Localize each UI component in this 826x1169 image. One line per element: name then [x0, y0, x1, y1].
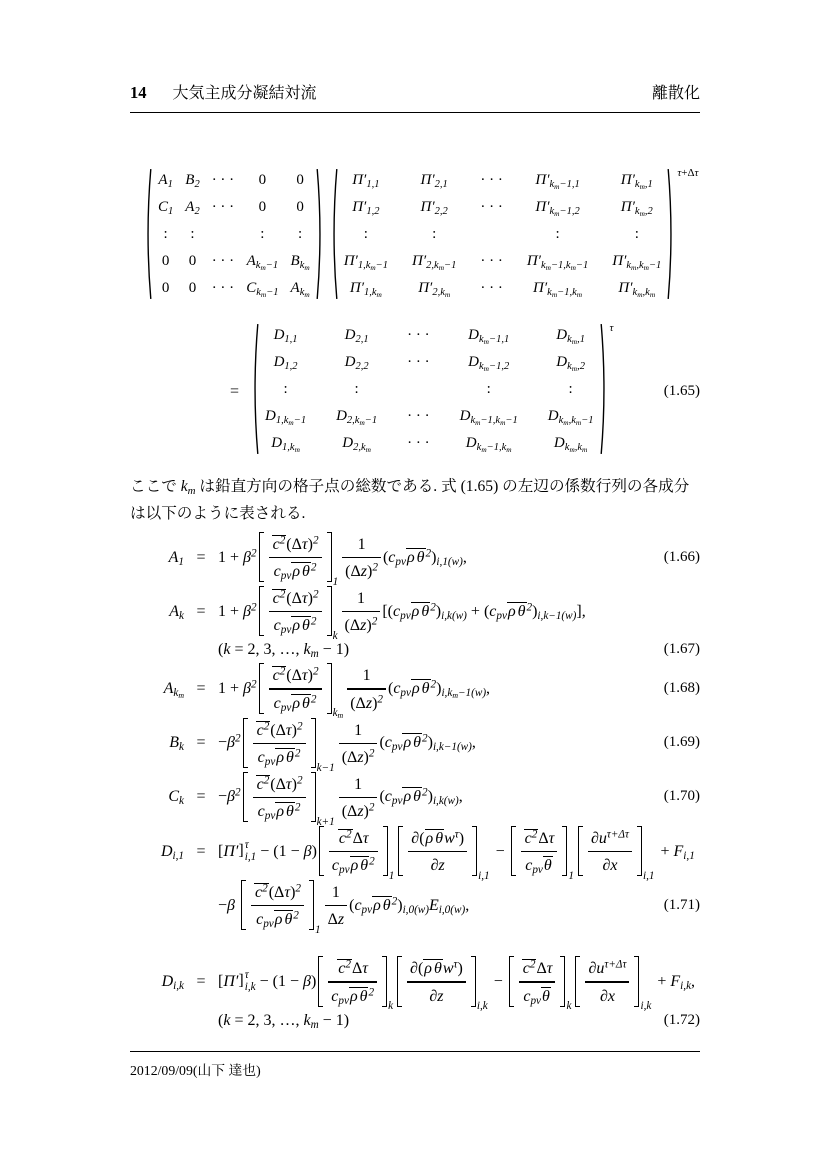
equation-lhs: Bk [169, 734, 184, 754]
matrix-cell: C1 [158, 199, 174, 217]
matrix-cell: Dkm,1 [556, 327, 585, 346]
right-bracket [311, 772, 316, 822]
fraction: $\frac{\partial u^{\tau+\Delta\tau}}{\partial x}$ [585, 955, 629, 1007]
matrix-cell: : [283, 381, 288, 397]
overline-group: ρ [274, 911, 283, 929]
equation-line [148, 771, 700, 828]
equation-rhs: ( k = 2, 3, …, km − 1) [218, 1011, 350, 1031]
overline-group: ρ [276, 748, 285, 766]
left-bracket [259, 663, 264, 713]
matrix-cell: 0 [188, 253, 197, 269]
matrix-paren [667, 167, 675, 301]
right-bracket [327, 586, 332, 636]
matrix-cell: · · · [480, 253, 503, 269]
matrix-cell: 0 [161, 253, 170, 269]
overline-group: $\theta^2$ [359, 985, 375, 1005]
matrix [330, 167, 699, 301]
matrix-cell: Π′2,km [418, 280, 451, 299]
overline-group: ρ [403, 788, 412, 806]
overline-group: $\theta^2$ [286, 747, 301, 766]
bracket-group: $\frac{\partial u^{\tau+\Delta\tau}}{\partial x}$ i,1 [578, 825, 655, 877]
overline-group: $c^2$ [272, 588, 286, 608]
equation-rhs: [ Π′ ] τ i,1 − (1 − β ) $c^2$ Δ τ cpv ρ $\theta^2$ 1 ∂ ( ρ θ $w^\tau$ ) ∂z i,1 − $c^2$ Δ τ cpv θ 1 $\frac{\partial u^{\tau+\Delta\tau}}{\partial x}$ i,1 + Fi,1 [218, 825, 695, 877]
equation-line [148, 662, 700, 721]
matrix-cell: Π′1,2 [352, 199, 380, 217]
matrix-cell: Π′km−1,2 [535, 199, 580, 218]
bracket-group: $c^2$ (Δ τ )$^2$ cpv ρ $\theta^2$ k [259, 585, 338, 637]
overline-group: $\theta^2$ [382, 895, 398, 914]
matrix-cell: Dkm−1,2 [468, 354, 510, 373]
fraction-bar [325, 905, 348, 906]
equation-line [148, 639, 700, 660]
fraction: 1 Δ z [325, 879, 348, 931]
footer-date-author: 2012/09/09(山下 達也) [130, 1062, 261, 1078]
overline-group: $c^2$ [256, 774, 270, 793]
equation-number: (1.71) [663, 896, 700, 913]
bracket-group: $c^2$ Δ τ cpv θ 1 [511, 825, 574, 877]
matrix-cell: · · · [407, 435, 430, 451]
matrix-superscript: τ [609, 322, 614, 334]
fraction: ∂ ( ρ θ $w^\tau$ ) ∂z [407, 955, 466, 1007]
sup-sub-stack: τ i,1 [244, 838, 257, 864]
overline-group: $c^2$ [256, 719, 270, 739]
right-bracket [311, 718, 316, 768]
matrix-paren [330, 167, 338, 301]
equation-line [148, 585, 700, 643]
overline-group: ρ [424, 960, 432, 978]
matrix-cell: · · · [480, 280, 503, 296]
equation-line [148, 1010, 700, 1031]
bracket-group: $c^2$ (Δ τ )$^2$ cpv ρ $\theta^2$ 1 [259, 531, 339, 583]
right-bracket [383, 826, 388, 876]
bracket-group: $\frac{\partial u^{\tau+\Delta\tau}}{\partial x}$ i,k [575, 955, 651, 1007]
fraction-bar [269, 688, 322, 689]
equation-relation: = [196, 842, 206, 860]
fraction: 1 (Δ z )$^2$ [347, 662, 386, 714]
overline-group: $c^2$ [272, 534, 286, 553]
matrix-cell: Akm [290, 280, 310, 299]
matrix-cell: · · · [480, 199, 503, 215]
overline-group: $c^2$ [524, 828, 538, 847]
equation-relation: = [196, 679, 206, 697]
matrix-paren [600, 322, 608, 456]
overline-group: ρ [373, 896, 381, 914]
equation-rhs: ( k = 2, 3, …, km − 1) [218, 641, 350, 661]
matrix-cell: Π′km,2 [620, 199, 653, 218]
equation-rhs: − $\beta^2$ $c^2$ (Δ τ )$^2$ cpv ρ $\theta^2$ k+1 1 (Δ z )$^2$ ( cpv ρ $\theta^2$ )i,k(w) , [218, 771, 463, 823]
right-bracket [637, 826, 642, 876]
paragraph-line-2: は以下のように表される. [130, 505, 306, 522]
equation-number: (1.72) [663, 1011, 700, 1028]
equation-line [148, 955, 700, 1013]
equation-rhs: 1 + $\beta^2$ $c^2$ (Δ τ )$^2$ cpv ρ $\theta^2$ 1 1 (Δ z )$^2$ ( cpv ρ $\theta^2$ )i,1(w) , [218, 531, 467, 583]
page-number: 14 [130, 83, 147, 102]
left-bracket [259, 532, 264, 582]
fraction: $c^2$ Δ τ cpv ρ $\theta^2$ [329, 825, 378, 877]
running-title: 離散化 [651, 85, 700, 102]
matrix-cell: 0 [296, 199, 304, 215]
equation-rhs: [ Π′ ] τ i,k − (1 − β ) $c^2$ Δ τ cpv ρ $\theta^2$ k ∂ ( ρ θ $w^\tau$ ) ∂z i,k − $c^2$ Δ τ cpv θ k $\frac{\partial u^{\tau+\Delta\tau}}{\partial x}$ i,k + Fi,k , [218, 955, 695, 1007]
matrix-cell: : [634, 226, 639, 242]
matrix-cell: : [260, 226, 265, 242]
matrix-cell: Π′km,km−1 [612, 253, 662, 272]
matrix-cell: : [190, 226, 195, 242]
overline-group: θ [435, 829, 444, 847]
overline-group: θ [433, 960, 442, 978]
matrix-cell: · · · [211, 199, 235, 215]
bracket-group: ∂ ( ρ θ $w^\tau$ ) ∂z i,k [397, 955, 488, 1007]
matrix-cell: D1,1 [273, 327, 298, 345]
fraction: 1 (Δ z )$^2$ [339, 771, 378, 823]
overline-group: $\theta^2$ [360, 855, 375, 875]
page-footer [130, 1051, 700, 1079]
overline-group: $c^2$ [272, 665, 286, 685]
matrix [144, 167, 324, 301]
left-bracket [578, 826, 583, 876]
right-bracket [327, 663, 332, 713]
matrix-cell: Π′1,1 [352, 172, 380, 190]
right-bracket [309, 880, 314, 930]
overline-group: $c^2$ [522, 958, 536, 978]
matrix-cell: Dkm,km [553, 435, 588, 454]
equation-relation: = [196, 788, 206, 806]
pi-matrix-mount [330, 167, 699, 306]
matrix-cell: · · · [407, 354, 430, 370]
matrix-cell: 0 [161, 280, 170, 296]
fraction: $c^2$ (Δ τ )$^2$ cpv ρ $\theta^2$ [269, 585, 322, 637]
matrix-cell: D2,km−1 [336, 408, 378, 427]
matrix-cell: : [568, 381, 573, 397]
overline-group: ρ [507, 602, 516, 620]
equation-line [148, 879, 700, 937]
sup-sub-stack: τ i,k [244, 969, 256, 994]
coefficient-matrix-mount [144, 167, 324, 306]
overline-group: ρ [425, 829, 434, 847]
equation-lhs: Di,k [161, 972, 184, 993]
equation-relation: = [196, 548, 206, 566]
matrix-cell: Π′2,1 [420, 172, 448, 190]
matrix-cell: 0 [258, 199, 267, 215]
left-bracket [318, 956, 323, 1006]
fraction: $c^2$ (Δ τ )$^2$ cpv ρ $\theta^2$ [269, 531, 322, 583]
bracket-group: $c^2$ Δ τ cpv ρ $\theta^2$ 1 [319, 825, 394, 877]
equation-number: (1.69) [663, 734, 700, 751]
matrix-cell: : [555, 226, 560, 242]
matrix-cell: : [163, 226, 168, 242]
overline-group: $\theta^2$ [421, 678, 437, 697]
matrix-cell: D2,1 [344, 327, 369, 345]
overline-group: ρ [276, 802, 285, 820]
matrix-cell: : [486, 381, 491, 397]
equation-rhs: − β $c^2$ (Δ τ )$^2$ cpv ρ $\theta^2$ 1 1 Δ z ( cpv ρ $\theta^2$ )i,0(w) Ei,0(w) , [218, 879, 469, 931]
matrix-cell: Dkm−1,1 [468, 327, 510, 346]
overline-group: ρ [411, 679, 420, 697]
fraction: $c^2$ Δ τ cpv θ [519, 955, 556, 1007]
fraction-bar [342, 557, 381, 558]
overline-group: $c^2$ [255, 882, 268, 902]
right-bracket [634, 956, 639, 1006]
equation-number: (1.68) [663, 679, 700, 696]
overline-group: ρ [292, 694, 301, 712]
bracket-group: $c^2$ (Δ τ )$^2$ cpv ρ $\theta^2$ k−1 [243, 717, 335, 769]
equation-relation: = [196, 972, 206, 990]
equation-rhs: 1 + $\beta^2$ $c^2$ (Δ τ )$^2$ cpv ρ $\theta^2$ k 1 (Δ z )$^2$ [( cpv ρ $\theta^2$ )i,k(w) + ( cpv ρ $\theta^2$ )i,k−1(w) ], [218, 585, 586, 637]
overline-group: $\theta^2$ [286, 801, 301, 820]
matrix-paren [144, 167, 152, 301]
matrix-cell: Π′1,km−1 [343, 253, 389, 272]
fraction-bar [253, 797, 306, 798]
equation-relation: = [196, 734, 206, 752]
fraction: $c^2$ (Δ τ )$^2$ cpv ρ $\theta^2$ [269, 662, 322, 714]
matrix-cell: D2,km [342, 435, 371, 454]
bracket-group: $c^2$ Δ τ cpv ρ $\theta^2$ k [318, 955, 393, 1007]
right-bracket [472, 826, 477, 876]
right-bracket [327, 532, 332, 582]
page-header [130, 80, 700, 113]
bracket-group: $c^2$ (Δ τ )$^2$ cpv ρ $\theta^2$ 1 [241, 879, 321, 931]
equation-rhs: − $\beta^2$ $c^2$ (Δ τ )$^2$ cpv ρ $\theta^2$ k−1 1 (Δ z )$^2$ ( cpv ρ $\theta^2$ )i,k−1(w) , [218, 717, 476, 769]
matrix-paren [251, 322, 259, 456]
matrix-cell: 0 [296, 172, 304, 188]
fraction-bar [342, 611, 381, 612]
overline-group: ρ [411, 602, 420, 620]
left-bracket [241, 880, 246, 930]
matrix [251, 322, 613, 456]
matrix-cell: A1 [158, 172, 173, 190]
equation-relation: = [196, 602, 206, 620]
fraction-bar [521, 851, 558, 852]
left-bracket [511, 826, 516, 876]
fraction: 1 (Δ z )$^2$ [339, 717, 378, 769]
overline-group: $\theta^2$ [284, 909, 299, 929]
overline-group: θ [542, 987, 550, 1005]
matrix-cell: Π′2,2 [420, 199, 448, 217]
left-bracket [259, 586, 264, 636]
right-bracket [562, 826, 567, 876]
left-bracket [398, 826, 403, 876]
matrix-cell: Dkm,km−1 [547, 408, 594, 427]
overline-group: ρ [292, 617, 301, 635]
matrix-result-row [130, 322, 700, 461]
right-bracket [471, 956, 476, 1006]
matrix-cell: Dkm−1,km−1 [459, 408, 518, 427]
matrix-superscript: τ +Δ τ [677, 167, 699, 179]
matrix-cell: Dkm−1,km [465, 435, 512, 454]
fraction-bar [328, 981, 377, 982]
fraction: 1 (Δ z )$^2$ [342, 585, 381, 637]
bracket-group: $c^2$ (Δ τ )$^2$ cpv ρ $\theta^2$ k+1 [243, 771, 335, 823]
overline-group: ρ [350, 857, 359, 875]
matrix-cell: · · · [407, 327, 430, 343]
equation-line [148, 717, 700, 774]
matrix-cell: Ckm−1 [246, 280, 279, 299]
fraction-bar [269, 611, 322, 612]
overline-group: ρ [403, 734, 412, 752]
overline-group: $\theta^2$ [416, 547, 432, 566]
left-bracket [243, 772, 248, 822]
equation-number: (1.67) [663, 641, 700, 658]
matrix-cell: D1,2 [273, 354, 298, 372]
fraction: $c^2$ (Δ τ )$^2$ cpv ρ $\theta^2$ [251, 879, 304, 931]
left-bracket [509, 956, 514, 1006]
matrix-paren [316, 167, 324, 301]
matrix-cell: · · · [407, 408, 430, 424]
overline-group: $c^2$ [338, 828, 352, 847]
left-bracket [397, 956, 402, 1006]
matrix-cell: Π′km−1,km [533, 280, 583, 299]
fraction-bar [588, 851, 632, 852]
fraction: ∂ ( ρ θ $w^\tau$ ) ∂z [408, 825, 467, 877]
bracket-group: ∂ ( ρ θ $w^\tau$ ) ∂z i,1 [398, 825, 489, 877]
matrix-cell: 0 [188, 280, 197, 296]
fraction-bar [519, 981, 556, 982]
equation-number: (1.66) [663, 548, 700, 565]
fraction-bar [339, 743, 378, 744]
overline-group: $\theta^2$ [302, 692, 317, 712]
matrix-cell: · · · [211, 253, 235, 269]
overline-group: ρ [406, 548, 415, 566]
matrix-cell: Π′km,1 [620, 172, 653, 191]
fraction-bar [253, 743, 306, 744]
matrix-cell: Akm−1 [246, 253, 279, 272]
equations-list [148, 531, 700, 1031]
fraction-bar [329, 851, 378, 852]
fraction-bar [269, 557, 322, 558]
left-bracket [243, 718, 248, 768]
equation-lhs: A1 [168, 548, 184, 568]
fraction-bar [347, 688, 386, 689]
fraction: $c^2$ (Δ τ )$^2$ cpv ρ $\theta^2$ [253, 717, 306, 769]
matrix-cell: : [432, 226, 437, 242]
matrix-cell: D2,2 [344, 354, 369, 372]
matrix-cell: Π′km−1,km−1 [526, 253, 589, 272]
matrix-cell: A2 [185, 199, 200, 217]
paragraph [130, 473, 700, 527]
equation-lhs: Akm [163, 679, 184, 701]
overline-group: $\theta^2$ [421, 601, 436, 620]
overline-group: $\theta^2$ [413, 732, 428, 752]
matrix-cell: : [354, 381, 359, 397]
matrix-cell: : [298, 226, 303, 242]
fraction-bar [251, 905, 304, 906]
matrix-cell: Dkm,2 [556, 354, 585, 373]
fraction: $c^2$ (Δ τ )$^2$ cpv ρ $\theta^2$ [253, 771, 306, 823]
equation-lhs: Di,1 [160, 842, 184, 862]
fraction-bar [407, 981, 466, 982]
overline-group: ρ [349, 987, 358, 1005]
fraction-bar [408, 851, 467, 852]
equation-line [148, 531, 700, 588]
fraction: $\frac{\partial u^{\tau+\Delta\tau}}{\partial x}$ [588, 825, 632, 877]
matrix-cell: 0 [258, 172, 267, 188]
matrix-cell: · · · [211, 172, 235, 188]
overline-group: θ [543, 857, 552, 875]
fraction-bar [339, 797, 378, 798]
bracket-group: $c^2$ Δ τ cpv θ k [509, 955, 572, 1007]
equals-sign: = [230, 382, 240, 400]
overline-group: $\theta^2$ [302, 615, 317, 635]
equation-number: (1.70) [663, 788, 700, 805]
matrix-cell: B2 [185, 172, 200, 190]
equation-lhs: Ck [168, 788, 184, 808]
matrix-cell: · · · [480, 172, 503, 188]
equation-rhs: 1 + $\beta^2$ $c^2$ (Δ τ )$^2$ cpv ρ $\theta^2$ km 1 (Δ z )$^2$ ( cpv ρ $\theta^2$ )i,km−1(w) , [218, 662, 490, 714]
matrix-cell: : [363, 226, 368, 242]
overline-group: ρ [292, 563, 301, 581]
left-bracket [575, 956, 580, 1006]
matrix-cell: · · · [211, 280, 235, 296]
equation-number-1-65: (1.65) [663, 383, 700, 399]
fraction: 1 (Δ z )$^2$ [342, 531, 381, 583]
matrix-cell: Π′1,km [349, 280, 382, 299]
overline-group: $\theta^2$ [517, 601, 533, 620]
matrix-cell: D1,km [271, 435, 300, 454]
fraction: $c^2$ Δ τ cpv ρ $\theta^2$ [328, 955, 377, 1007]
overline-group: $\theta^2$ [302, 561, 317, 581]
matrix-product-row [144, 167, 700, 306]
overline-group: $\theta^2$ [413, 786, 428, 806]
overline-group: $c^2$ [338, 958, 351, 978]
equation-lhs: Ak [169, 602, 184, 622]
matrix-cell: Π′km,km [618, 280, 656, 299]
matrix-cell: D1,km−1 [265, 408, 307, 427]
equation-line [148, 825, 700, 882]
matrix-cell: Π′2,km−1 [412, 253, 457, 272]
d-matrix-mount [251, 322, 613, 461]
left-bracket [319, 826, 324, 876]
fraction-bar [585, 981, 629, 982]
bracket-group: $c^2$ (Δ τ )$^2$ cpv ρ $\theta^2$ km [259, 662, 344, 714]
matrix-cell: Bkm [290, 253, 310, 272]
right-bracket [382, 956, 387, 1006]
paragraph-line-1: ここで km は鉛直方向の格子点の総数である. 式 (1.65) の左辺の係数行列の各成分 [130, 478, 690, 498]
section-title: 大気主成分凝結対流 [172, 85, 317, 102]
matrix-cell: Π′km−1,1 [535, 172, 580, 191]
right-bracket [560, 956, 565, 1006]
fraction: $c^2$ Δ τ cpv θ [521, 825, 558, 877]
